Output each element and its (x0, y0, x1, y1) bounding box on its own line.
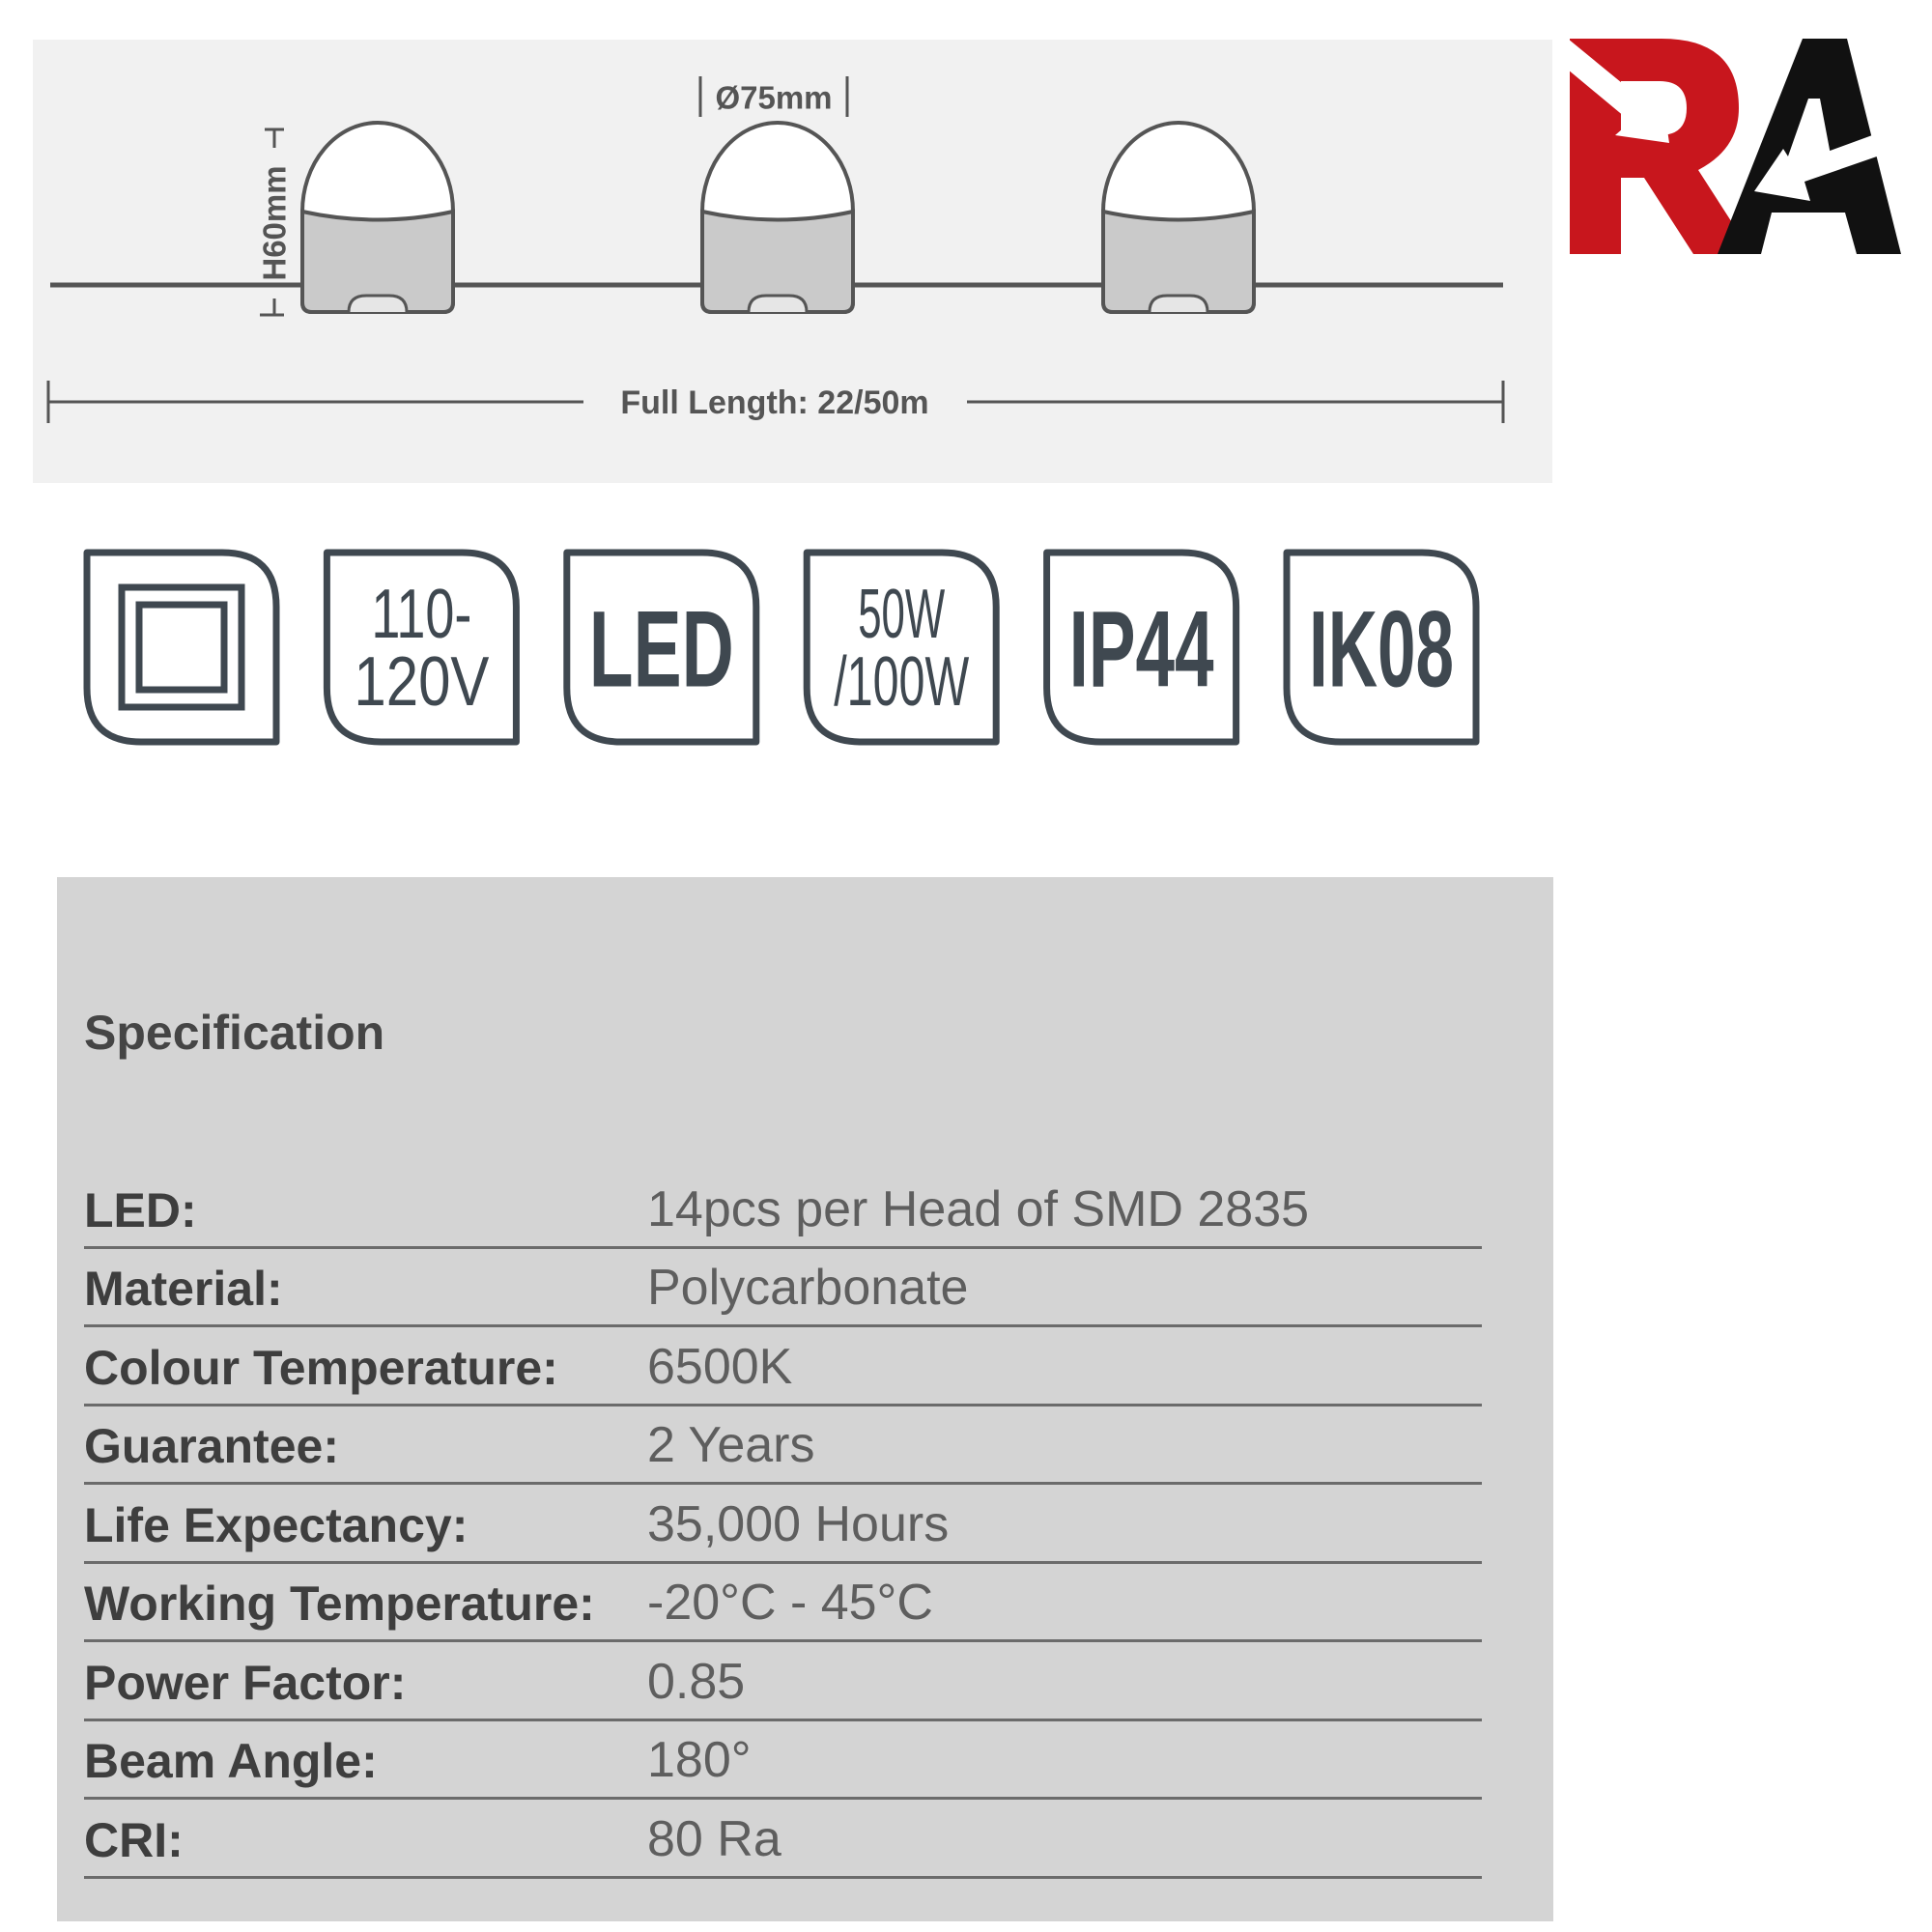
spec-value: 80 Ra (647, 1810, 781, 1867)
feature-icons-drawing (83, 549, 1493, 746)
specification-table (84, 1170, 1482, 1879)
spec-row (84, 1249, 1482, 1328)
spec-row (84, 1642, 1482, 1721)
length-label: Full Length: 22/50m (620, 384, 929, 421)
product-dimension-diagram (33, 40, 1552, 483)
spec-label: LED: (84, 1182, 197, 1237)
spec-row (84, 1170, 1482, 1249)
voltage-icon (327, 553, 516, 742)
spec-value: -20°C - 45°C (647, 1575, 933, 1631)
spec-label: CRI: (84, 1812, 184, 1867)
spec-value: 14pcs per Head of SMD 2835 (647, 1180, 1310, 1237)
festoon-head (702, 123, 853, 312)
spec-label: Beam Angle: (84, 1734, 378, 1788)
ra-logo-mark (1565, 35, 1903, 263)
diameter-label: Ø75mm (715, 79, 833, 116)
icon-text: IK08 (1309, 588, 1454, 710)
spec-row (84, 1485, 1482, 1564)
icon-text: 110- (371, 576, 472, 653)
spec-value: Polycarbonate (647, 1260, 969, 1316)
led-icon (567, 553, 756, 742)
height-label: H60mm (256, 165, 293, 281)
spec-label: Working Temperature: (84, 1577, 595, 1631)
double-insulation-icon (87, 553, 276, 742)
spec-label: Power Factor: (84, 1655, 407, 1710)
specification-title: Specification (84, 1006, 385, 1060)
icon-text: 120V (354, 643, 490, 721)
spec-row (84, 1564, 1482, 1643)
icon-frame (87, 553, 276, 742)
spec-label: Guarantee: (84, 1419, 339, 1473)
spec-row (84, 1406, 1482, 1486)
spec-row (84, 1721, 1482, 1801)
icon-text: /100W (834, 643, 970, 721)
festoon-head (1103, 123, 1254, 312)
wattage-icon (807, 553, 996, 742)
ip-rating-icon (1047, 553, 1236, 742)
spec-label: Colour Temperature: (84, 1340, 558, 1395)
spec-value: 180° (647, 1732, 752, 1788)
ra-logo (1565, 35, 1903, 263)
icon-text: 50W (858, 576, 946, 653)
spec-value: 0.85 (647, 1653, 746, 1710)
spec-label: Life Expectancy: (84, 1497, 469, 1552)
icon-text: LED (588, 588, 734, 710)
festoon-diagram-drawing (33, 40, 1552, 483)
spec-label: Material: (84, 1262, 283, 1316)
spec-row (84, 1327, 1482, 1406)
spec-value: 2 Years (647, 1417, 815, 1473)
spec-value: 35,000 Hours (647, 1495, 950, 1552)
feature-icons (83, 549, 1493, 746)
ik-rating-icon (1287, 553, 1476, 742)
festoon-head (302, 123, 453, 312)
icon-text: IP44 (1068, 588, 1214, 710)
specification-panel (57, 877, 1553, 1921)
spec-value: 6500K (647, 1338, 793, 1395)
spec-row (84, 1800, 1482, 1879)
